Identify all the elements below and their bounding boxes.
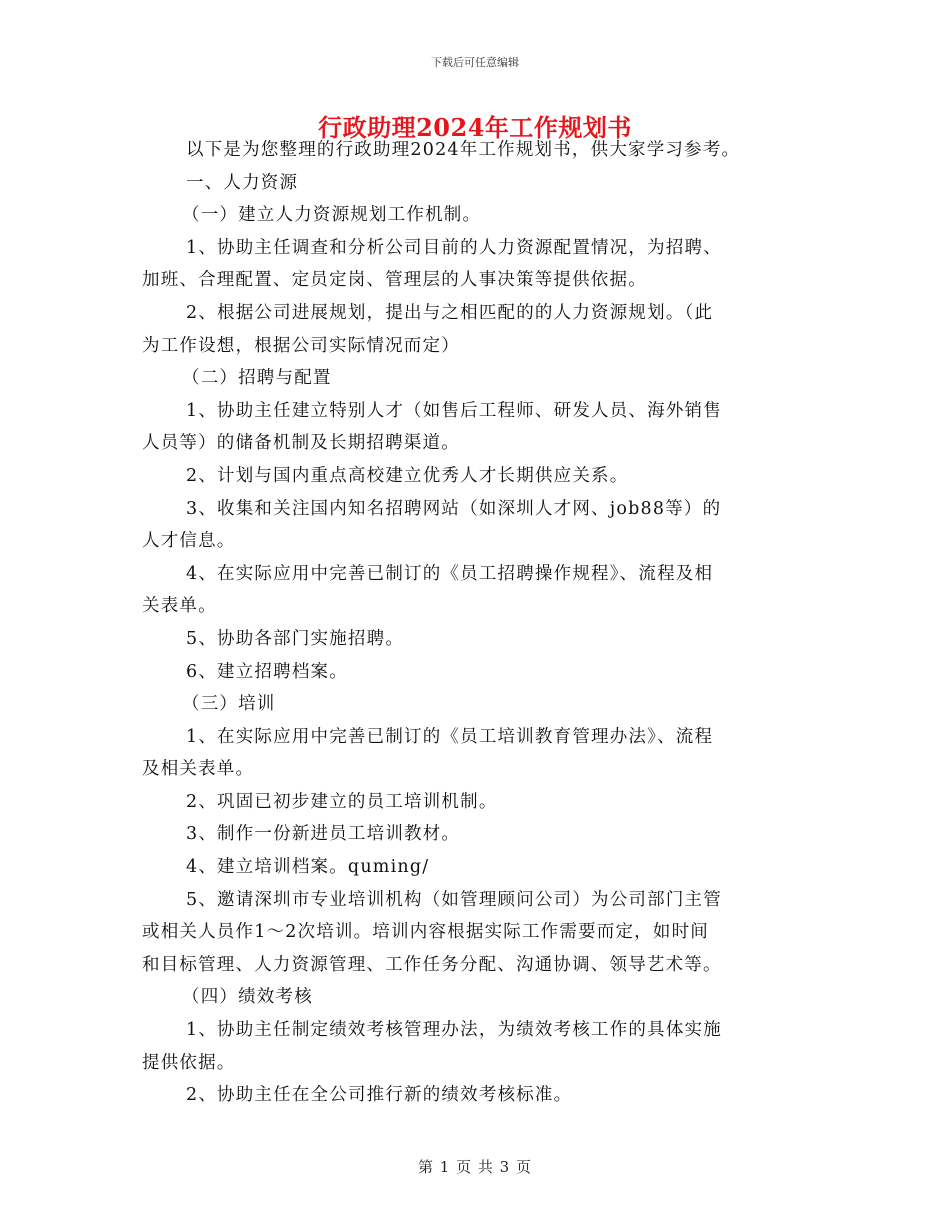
text-line: 5、邀请深圳市专业培训机构（如管理顾问公司）为公司部门主管 [186,889,722,910]
text-line: 6、建立招聘档案。 [186,661,348,682]
text-line: （四）绩效考核 [182,987,313,1008]
page-footer: 第 1 页 共 3 页 [418,1158,532,1176]
text-line: 或相关人员作1～2次培训。培训内容根据实际工作需要而定，如时间 [142,922,709,943]
text-line: 以下是为您整理的行政助理2024年工作规划书，供大家学习参考。 [186,140,741,160]
text-line: （二）招聘与配置 [182,368,332,389]
text-line: 提供依据。 [142,1052,236,1073]
text-line: 1、在实际应用中完善已制订的《员工培训教育管理办法》、流程 [186,726,714,747]
text-line: 2、巩固已初步建立的员工培训机制。 [186,791,498,812]
text-line: 和目标管理、人力资源管理、工作任务分配、沟通协调、领导艺术等。 [142,954,722,975]
text-line: 人员等）的储备机制及长期招聘渠道。 [142,433,460,454]
header-note: 下载后可任意编辑 [431,56,519,69]
text-line: 1、协助主任制定绩效考核管理办法，为绩效考核工作的具体实施 [186,1020,722,1041]
document-title: 行政助理2024年工作规划书 [318,113,632,142]
document-body [142,134,822,1112]
text-line: 加班、合理配置、定员定岗、管理层的人事决策等提供依据。 [142,270,647,291]
text-line: 关表单。 [142,596,217,617]
text-line: 一、人力资源 [186,172,299,193]
text-line: 5、协助各部门实施招聘。 [186,628,405,649]
text-line: 为工作设想，根据公司实际情况而定） [142,335,460,356]
text-line: 及相关表单。 [142,759,255,780]
text-line: 3、收集和关注国内知名招聘网站（如深圳人才网、job88等）的 [186,498,722,519]
text-line: 4、在实际应用中完善已制订的《员工招聘操作规程》、流程及相 [186,563,714,584]
text-line: （一）建立人力资源规划工作机制。 [182,205,482,226]
text-line: 1、协助主任调查和分析公司目前的人力资源配置情况，为招聘、 [186,237,722,258]
text-line: 人才信息。 [142,531,236,552]
text-line: 1、协助主任建立特别人才（如售后工程师、研发人员、海外销售 [186,400,722,421]
text-line: （三）培训 [182,694,276,715]
text-line: 4、建立培训档案。quming/ [186,857,430,878]
text-line: 2、协助主任在全公司推行新的绩效考核标准。 [186,1085,573,1106]
text-line: 3、制作一份新进员工培训教材。 [186,824,461,845]
text-line: 2、根据公司进展规划，提出与之相匹配的的人力资源规划。（此 [186,302,714,323]
text-line: 2、计划与国内重点高校建立优秀人才长期供应关系。 [186,465,629,486]
